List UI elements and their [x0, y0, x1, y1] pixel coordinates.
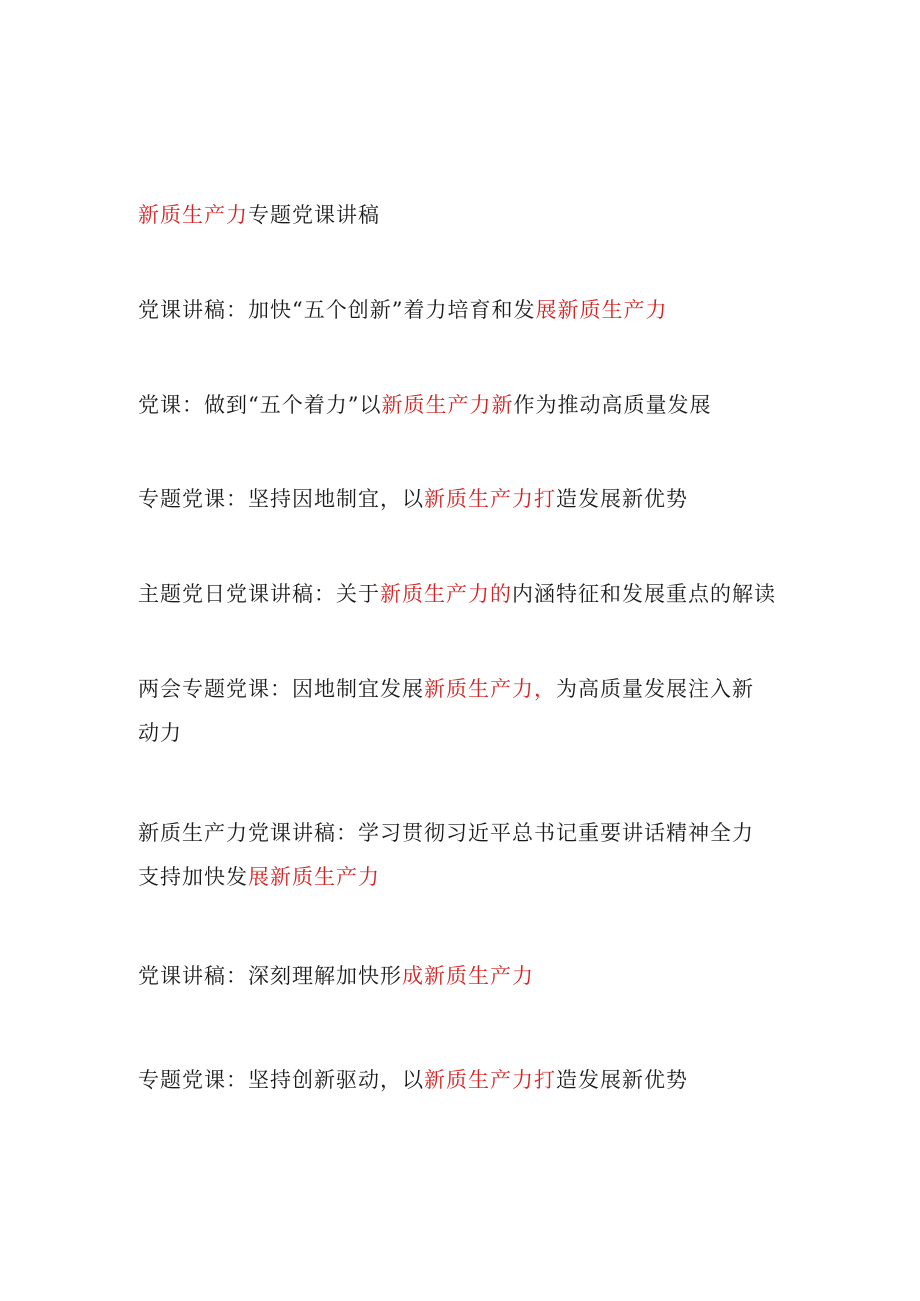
- title-item-5: [138, 572, 778, 616]
- title-item-9-text-b: 造发展新优势: [556, 1068, 688, 1092]
- title-item-1-highlight: 新质生产力: [138, 203, 248, 227]
- title-item-1-text: 专题党课讲稿: [248, 203, 380, 227]
- title-item-3-highlight: 新质生产力新: [381, 393, 514, 417]
- title-item-5-text-a: 主题党日党课讲稿：关于: [138, 582, 380, 606]
- title-item-8-highlight: 成新质生产力: [402, 964, 534, 988]
- title-item-6: [138, 667, 770, 755]
- title-item-9-highlight: 新质生产力打: [424, 1068, 556, 1092]
- title-item-4-highlight: 新质生产力打: [424, 487, 556, 511]
- title-item-4: [138, 477, 778, 521]
- title-item-3: [138, 383, 778, 427]
- title-item-5-text-b: 内涵特征和发展重点的解读: [512, 582, 776, 606]
- title-item-8-text: 党课讲稿：深刻理解加快形: [138, 964, 402, 988]
- title-item-7: [138, 811, 770, 899]
- title-item-4-text-a: 专题党课：坚持因地制宜，以: [138, 487, 424, 511]
- title-item-3-text-b: 作为推动高质量发展: [513, 393, 712, 417]
- title-item-5-highlight: 新质生产力的: [380, 582, 512, 606]
- title-item-2-highlight: 展新质生产力: [535, 298, 668, 322]
- title-item-3-text-a: 党课：做到“五个着力”以: [138, 393, 382, 417]
- title-item-9-text-a: 专题党课：坚持创新驱动，以: [138, 1068, 424, 1092]
- title-item-4-text-b: 造发展新优势: [556, 487, 688, 511]
- title-item-1: [138, 193, 778, 237]
- title-item-7-highlight: 展新质生产力: [248, 865, 380, 889]
- title-item-9: [138, 1058, 778, 1102]
- title-item-6-text-b: 为高质量发展注入新动力: [138, 677, 754, 745]
- title-item-7-text: 新质生产力党课讲稿：学习贯彻习近平总书记重要讲话精神全力支持加快发: [138, 821, 754, 889]
- title-item-6-text-a: 两会专题党课：因地制宜发展: [138, 677, 424, 701]
- title-item-8: [138, 954, 778, 998]
- title-item-2-text: 党课讲稿：加快“五个创新”着力培育和发: [138, 298, 536, 322]
- title-item-6-highlight: 新质生产力，: [424, 677, 556, 701]
- title-item-2: [138, 288, 778, 332]
